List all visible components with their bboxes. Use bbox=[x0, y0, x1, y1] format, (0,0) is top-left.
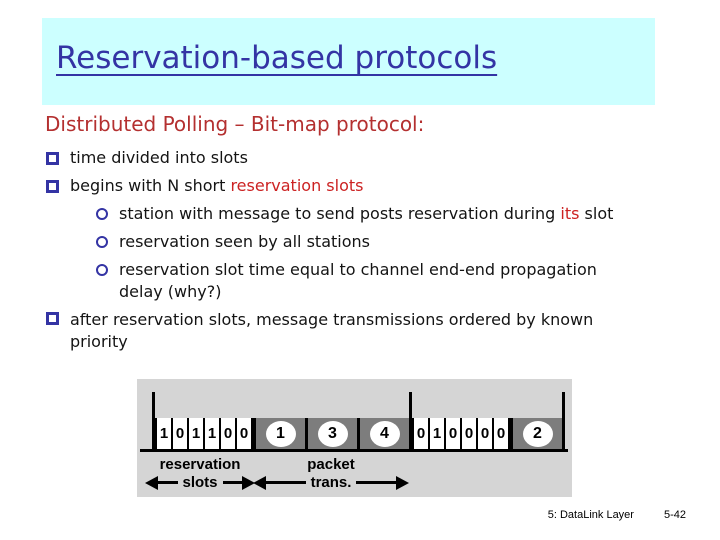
arrow-right-icon bbox=[396, 476, 409, 490]
bullet-text-part: station with message to send posts reservation during bbox=[119, 204, 561, 223]
frame-boundary-tick bbox=[562, 392, 565, 449]
packet-block bbox=[357, 418, 409, 449]
list-item bbox=[46, 147, 712, 169]
bullet-text: reservation slot time equal to channel end-end propagation delay (why?) bbox=[119, 260, 597, 301]
bullet-text-highlight: reservation slots bbox=[230, 176, 364, 195]
arrow-line bbox=[356, 481, 396, 484]
timeline-diagram bbox=[137, 379, 572, 497]
packet-block bbox=[305, 418, 357, 449]
reservation-slot-group-1 bbox=[155, 418, 253, 449]
list-item bbox=[46, 309, 712, 353]
reservation-bit: 0 bbox=[492, 418, 508, 449]
label-text: reservation bbox=[159, 456, 241, 473]
list-subitem bbox=[46, 259, 712, 303]
timeline-strip bbox=[152, 392, 565, 449]
footer-page-number: 5-42 bbox=[663, 509, 686, 521]
circle-bullet-icon bbox=[96, 236, 108, 248]
slide-footer bbox=[548, 509, 686, 521]
arrow-line bbox=[158, 481, 178, 484]
reservation-slot-group-2 bbox=[412, 418, 510, 449]
footer-course-label: 5: DataLink Layer bbox=[547, 509, 634, 521]
bullet-text-part: begins with N short bbox=[70, 176, 231, 195]
reservation-bit: 1 bbox=[187, 418, 203, 449]
packet-transmission-group-2 bbox=[510, 418, 562, 449]
bullet-text bbox=[70, 175, 363, 197]
page-title: Reservation-based protocols bbox=[56, 40, 498, 76]
circle-bullet-icon bbox=[96, 208, 108, 220]
slide-subtitle: Distributed Polling – Bit-map protocol: bbox=[45, 112, 425, 136]
station-number-badge: 2 bbox=[523, 421, 553, 447]
arrow-left-icon bbox=[253, 476, 266, 490]
bullet-text: reservation seen by all stations bbox=[119, 232, 370, 251]
reservation-bit: 0 bbox=[444, 418, 460, 449]
bullet-text: time divided into slots bbox=[70, 148, 248, 167]
packet-trans-label bbox=[253, 456, 409, 491]
list-item bbox=[46, 175, 712, 197]
timeline-axis bbox=[140, 449, 568, 452]
square-bullet-icon bbox=[46, 152, 59, 165]
arrow-left-icon bbox=[145, 476, 158, 490]
packet-block bbox=[253, 418, 305, 449]
square-bullet-icon bbox=[46, 180, 59, 193]
packet-block bbox=[510, 418, 562, 449]
arrow-line bbox=[266, 481, 306, 484]
label-text: packet bbox=[307, 456, 355, 473]
bullet-text: after reservation slots, message transmissions ordered by known priority bbox=[70, 310, 594, 351]
circle-bullet-icon bbox=[96, 264, 108, 276]
square-bullet-icon bbox=[46, 312, 59, 325]
station-number-badge: 4 bbox=[370, 421, 400, 447]
list-subitem bbox=[46, 203, 712, 225]
reservation-bit: 1 bbox=[203, 418, 219, 449]
reservation-bit: 0 bbox=[412, 418, 428, 449]
title-band bbox=[42, 18, 655, 105]
reservation-bit: 0 bbox=[235, 418, 251, 449]
reservation-bit: 0 bbox=[171, 418, 187, 449]
reservation-bit: 0 bbox=[476, 418, 492, 449]
bullet-text bbox=[119, 203, 613, 225]
reservation-bit: 1 bbox=[155, 418, 171, 449]
label-text: slots bbox=[182, 474, 218, 491]
station-number-badge: 3 bbox=[318, 421, 348, 447]
packet-span-arrow bbox=[253, 474, 409, 491]
reservation-bit: 0 bbox=[219, 418, 235, 449]
reservation-span-arrow bbox=[145, 474, 255, 491]
list-subitem bbox=[46, 231, 712, 253]
label-text: trans. bbox=[310, 474, 352, 491]
bullet-list bbox=[46, 147, 712, 359]
bullet-text-part: slot bbox=[579, 204, 614, 223]
packet-transmission-group-1 bbox=[253, 418, 409, 449]
reservation-bit: 0 bbox=[460, 418, 476, 449]
bullet-text-highlight: its bbox=[560, 204, 580, 223]
arrow-line bbox=[223, 481, 243, 484]
reservation-bit: 1 bbox=[428, 418, 444, 449]
reservation-slots-label bbox=[145, 456, 255, 491]
station-number-badge: 1 bbox=[266, 421, 296, 447]
